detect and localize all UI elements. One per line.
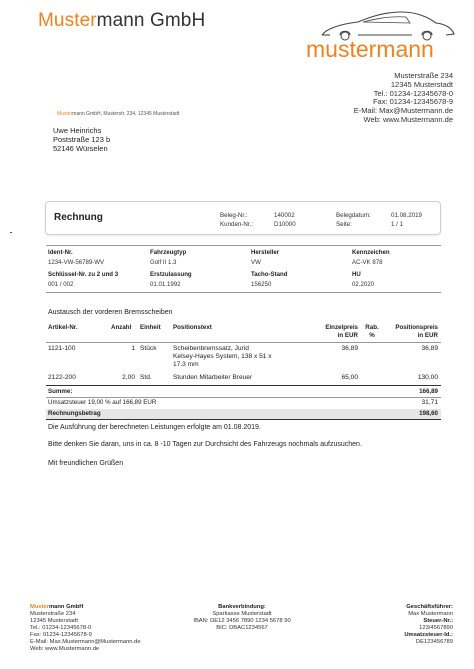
recipient-city: 52146 Würselen bbox=[53, 144, 108, 154]
company-title-rest: mann GmbH bbox=[96, 10, 206, 31]
footer-web: Web: www.Mustermann.de bbox=[30, 646, 100, 652]
footer-company bbox=[30, 604, 141, 653]
recipient-address bbox=[53, 126, 110, 154]
footer-street: Musterstraße 234 bbox=[30, 611, 76, 617]
datum-value: 01.08.2019 bbox=[391, 212, 422, 219]
footer-email: E-Mail: Max.Mustermann@Mustermann.de bbox=[30, 639, 141, 645]
vehicle-type: Golf II 1.3 bbox=[150, 259, 177, 266]
footer-ceo-title-text: Geschäftsführer: bbox=[406, 604, 453, 610]
sender-info bbox=[354, 72, 453, 125]
fold-mark bbox=[10, 232, 12, 233]
row1-text-line1: Scheibenbremssatz, Jurid bbox=[173, 345, 249, 352]
col-positionspreis-label: Positionspreis bbox=[395, 324, 438, 331]
footer-bank-title-text: Bankverbindung: bbox=[218, 604, 266, 610]
footer-company-rest: mann GmbH bbox=[49, 604, 84, 610]
recipient-name: Uwe Heinrichs bbox=[53, 126, 102, 135]
vehicle-rule-top bbox=[46, 245, 441, 246]
rechnungsbetrag-value: 198,60 bbox=[419, 410, 438, 417]
vehicle-odometer: 156250 bbox=[251, 281, 272, 288]
company-title-accent: Muster bbox=[38, 10, 97, 31]
return-address-rest: mann GmbH, Musterstr. 234, 12345 Musterstadt bbox=[72, 111, 180, 117]
return-address-accent: Muster bbox=[57, 111, 73, 117]
col-einzelpreis-label: Einzelpreis bbox=[325, 324, 358, 331]
footer-tax-value: 123/4567890 bbox=[419, 625, 453, 631]
col-rabatt-label: Rab. bbox=[365, 324, 379, 331]
col-einheit: Einheit bbox=[140, 324, 161, 331]
footer-ust-title bbox=[404, 632, 453, 639]
footer-city: 12345 Musterstadt bbox=[30, 618, 79, 624]
intro-text: Austausch der vorderen Bremsscheiben bbox=[48, 309, 173, 316]
sender-phone: Tel.: 01234-12345678-0 bbox=[373, 88, 453, 98]
footer-fax: Fax: 01234-12345678-9 bbox=[30, 632, 92, 638]
kunden-label: Kunden-Nr.: bbox=[220, 221, 254, 228]
col-einzelpreis bbox=[300, 324, 358, 340]
datum-label: Belegdatum: bbox=[336, 212, 371, 219]
footer-management bbox=[404, 604, 453, 646]
vehicle-label-odometer: Tacho-Stand bbox=[251, 271, 288, 278]
footer-bic: BIC: DBAC1234567 bbox=[216, 625, 268, 631]
col-positionspreis-unit: in EUR bbox=[417, 332, 438, 339]
row1-einzelpreis: 36,89 bbox=[341, 345, 358, 352]
footer-ust-title-text: Umsatzsteuer-Id.: bbox=[404, 632, 453, 638]
row2-einzelpreis: 65,00 bbox=[341, 374, 358, 381]
vehicle-label-registration: Erstzulassung bbox=[150, 271, 192, 278]
footer-company-title bbox=[30, 604, 141, 611]
footer-tax-title-text: Steuer-Nr.: bbox=[423, 618, 453, 624]
seite-value: 1 / 1 bbox=[391, 221, 404, 228]
row1-anzahl: 1 bbox=[131, 345, 135, 352]
row2-positionspreis: 130,00 bbox=[417, 374, 438, 381]
seite-label: Seite: bbox=[336, 221, 352, 228]
vehicle-maker: VW bbox=[251, 259, 261, 266]
footer-company-accent: Muster bbox=[30, 604, 50, 610]
col-artikel: Artikel-Nr. bbox=[48, 324, 78, 331]
logo-wordmark: mustermann bbox=[306, 36, 434, 62]
footer-ceo-title bbox=[404, 604, 453, 611]
col-positionspreis bbox=[380, 324, 438, 340]
vehicle-label-ident: Ident-Nr. bbox=[48, 249, 73, 256]
vehicle-label-type: Fahrzeugtyp bbox=[150, 249, 187, 256]
footer-bank-name: Sparkasse Musterstadt bbox=[212, 611, 272, 617]
recipient-street: Poststraße 123 b bbox=[53, 135, 111, 145]
sender-fax: Fax: 01234-12345678-9 bbox=[372, 97, 453, 107]
rechnungsbetrag-rule bbox=[46, 419, 441, 420]
company-logo bbox=[300, 8, 460, 70]
footer-iban: IBAN: DE12 3456 7890 1234 5678 90 bbox=[193, 618, 291, 624]
vehicle-label-plate: Kennzeichen bbox=[352, 249, 390, 256]
row1-artikel: 1121-100 bbox=[48, 345, 76, 352]
row2-einheit: Std. bbox=[140, 374, 152, 381]
closing-line-1: Die Ausführung der berechneten Leistungen erfolgte am 01.08.2019. bbox=[48, 424, 261, 431]
footer-tax-title bbox=[404, 618, 453, 625]
col-einzelpreis-unit: in EUR bbox=[337, 332, 358, 339]
row2-text: Stunden Mitarbeiter Breuer bbox=[173, 374, 253, 381]
vehicle-key: 001 / 002 bbox=[48, 281, 74, 288]
footer-ust-value: DE123456789 bbox=[415, 639, 453, 645]
sender-web: Web: www.Mustermann.de bbox=[363, 114, 453, 124]
table-header-rule bbox=[46, 342, 441, 343]
rechnungsbetrag-label: Rechnungsbetrag bbox=[48, 410, 101, 417]
footer-bank bbox=[177, 604, 307, 632]
col-positionstext: Positionstext bbox=[173, 324, 212, 331]
closing-greeting: Mit freundlichen Grüßen bbox=[48, 460, 124, 467]
vehicle-hu: 02.2020 bbox=[352, 281, 375, 288]
ust-value: 31,71 bbox=[421, 399, 438, 406]
vehicle-label-maker: Hersteller bbox=[251, 249, 280, 256]
footer-phone: Tel.: 01234-12345678-0 bbox=[30, 625, 92, 631]
company-title bbox=[38, 10, 205, 32]
row2-artikel: 2122-200 bbox=[48, 374, 76, 381]
ust-rule bbox=[46, 397, 441, 398]
row1-positionspreis: 36,89 bbox=[421, 345, 438, 352]
vehicle-rule-bottom bbox=[46, 292, 441, 293]
row1-einheit: Stück bbox=[140, 345, 157, 352]
sender-email: E-Mail: Max@Mustermann.de bbox=[353, 106, 453, 116]
row1-text-line3: 17.3 mm bbox=[173, 361, 199, 369]
invoice-title: Rechnung bbox=[54, 212, 103, 223]
beleg-value: 140002 bbox=[274, 212, 295, 219]
sender-city: 12345 Musterstadt bbox=[390, 79, 453, 89]
closing-line-2: Bitte denken Sie daran, uns in ca. 8 -10 Tagen zur Durchsicht des Fahrzeugs nochmals aufzusuchen. bbox=[48, 441, 362, 448]
vehicle-ident: 1234-VW-56789-WV bbox=[48, 259, 105, 266]
invoice-header-box bbox=[45, 201, 441, 235]
sender-street: Musterstraße 234 bbox=[394, 71, 453, 80]
vehicle-plate: AC-VK 878 bbox=[352, 259, 383, 266]
beleg-label: Beleg-Nr.: bbox=[220, 212, 248, 219]
col-rabatt-unit: % bbox=[369, 332, 375, 339]
kunden-value: D10000 bbox=[274, 221, 296, 228]
row2-anzahl: 2,00 bbox=[122, 374, 135, 381]
vehicle-registration: 01.01.1992 bbox=[150, 281, 181, 288]
footer-ceo-name: Max Mustermann bbox=[408, 611, 453, 617]
return-address-line bbox=[57, 111, 179, 117]
summe-value: 166,89 bbox=[419, 388, 438, 395]
col-rabatt bbox=[364, 324, 380, 340]
ust-label: Umsatzsteuer 19,00 % auf 166,89 EUR bbox=[48, 399, 157, 406]
row1-text-line2: Kelsey-Hayes System, 138 x 51 x bbox=[173, 353, 272, 361]
col-anzahl: Anzahl bbox=[111, 324, 132, 331]
vehicle-label-key: Schlüssel-Nr. zu 2 und 3 bbox=[48, 271, 119, 278]
row1-text bbox=[173, 345, 272, 370]
footer-bank-title bbox=[177, 604, 307, 611]
summe-rule bbox=[46, 385, 441, 386]
summe-label: Summe: bbox=[48, 388, 73, 395]
vehicle-label-hu: HU bbox=[352, 271, 361, 278]
